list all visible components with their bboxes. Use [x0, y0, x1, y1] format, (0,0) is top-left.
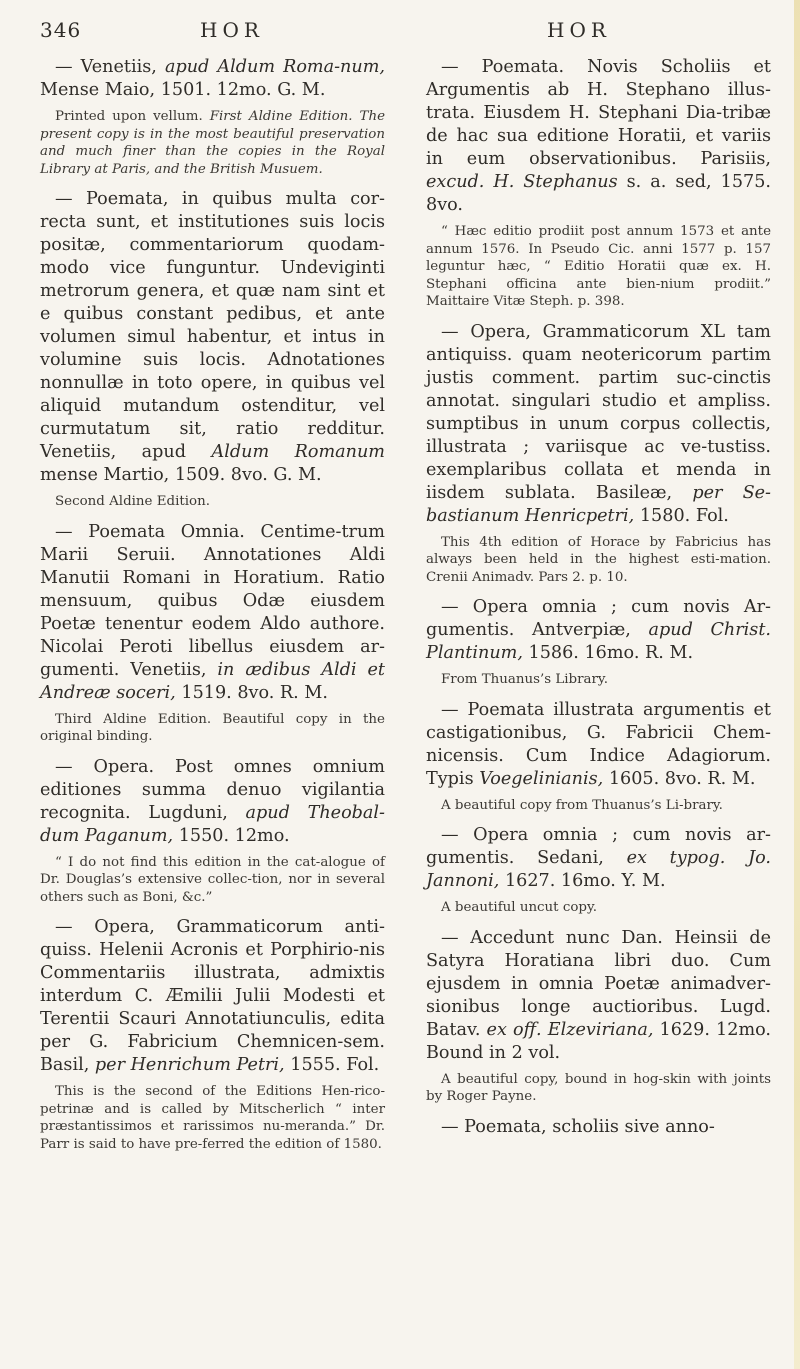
catalogue-entry	[426, 824, 771, 893]
catalogue-entry	[426, 321, 771, 528]
entry-text: Second Aldine Edition.	[55, 494, 210, 509]
entry-text: 1550. 12mo.	[173, 825, 290, 846]
imprint-italic: ex typog. Jo. Jannoni,	[426, 848, 771, 891]
entry-text: — Poemata illustrata argumentis et castigationibus, G. Fabricii Chem-nicensis. Cum Indice Adagiorum. Typis	[426, 699, 771, 789]
entry-text: 1519. 8vo. R. M.	[175, 682, 328, 703]
catalogue-entry	[426, 596, 771, 665]
entry-note	[426, 671, 771, 689]
entry-note	[40, 854, 385, 907]
entry-text: A beautiful copy from Thuanus’s Li-brary.	[441, 797, 723, 813]
entry-note	[426, 534, 771, 587]
page-number: 346	[40, 18, 82, 42]
catalogue-entry	[426, 927, 771, 1065]
entry-note	[40, 711, 385, 746]
imprint-italic: apud Theobal-dum Paganum,	[40, 802, 385, 846]
entry-text: 1555. Fol.	[284, 1055, 380, 1075]
running-header	[0, 18, 800, 48]
entry-text: Mense Maio, 1501. 12mo. G. M.	[40, 80, 326, 100]
entry-text: — Poemata, scholiis sive anno-	[441, 1116, 715, 1137]
entry-text: — Opera omnia ; cum novis ar-gumentis. Sedani,	[426, 825, 771, 868]
entry-text: 1629. 12mo. Bound in 2 vol.	[426, 1019, 771, 1063]
entry-text: Third Aldine Edition. Beautiful copy in the original binding.	[40, 711, 385, 744]
entry-text: This is the second of the Editions Hen-rico-petrinæ and is called by Mitscherlich “ inter præstantissimos et rarissimos nu-meranda.” Dr. Parr is said to have pre-ferred the edition of 1580.	[40, 1084, 385, 1152]
imprint-italic: First Aldine Edition. The present copy is in the most beautiful preservation and much finer than the copies in the Royal Library at Paris, and the British Musuem.	[40, 109, 385, 177]
entry-text: — Poemata, in quibus multa cor-recta sunt, et institutiones suis locis positæ, commentariorum quodam-modo vice funguntur. Undeviginti metrorum genera, et quæ nam sint et e quibus constant pedibus, et ante volumen simul habentur, et intus in volumine suis locis. Adnotationes nonnullæ in toto opere, in quibus vel aliquid mutandum ostenditur, vel curmutatum sit, ratio redditur. Venetiis, apud	[40, 189, 385, 462]
entry-text: A beautiful uncut copy.	[441, 900, 597, 915]
entry-note	[426, 797, 771, 815]
entry-text: Printed upon vellum.	[55, 109, 203, 124]
entry-text: This 4th edition of Horace by Fabricius has always been held in the highest esti-mation. Crenii Animadv. Pars 2. p. 10.	[426, 534, 771, 585]
imprint-italic: apud Christ. Plantinum,	[426, 620, 771, 663]
imprint-italic: ex off. Elzeviriana,	[486, 1019, 654, 1040]
entry-text: 1605. 8vo. R. M.	[603, 768, 756, 789]
imprint-italic: excud. H. Stephanus	[426, 172, 618, 192]
catalogue-entry	[426, 699, 771, 791]
entry-note	[40, 1083, 385, 1153]
entry-text: 1580. Fol.	[634, 505, 729, 526]
page-edge-stain	[794, 0, 800, 1369]
entry-text: “ Hæc editio prodiit post annum 1573 et ante annum 1576. In Pseudo Cic. anni 1577 p. 157 leguntur hæc, “ Editio Horatii quæ ex. H. Stephani officina ante bien-nium prodiit.” Maittaire Vitæ Steph. p. 398.	[426, 224, 771, 309]
entry-text: — Opera. Post omnes omnium editiones summa denuo vigilantia recognita. Lugduni,	[40, 756, 385, 823]
entry-note	[426, 899, 771, 917]
entry-note	[40, 493, 385, 511]
imprint-italic: Voegelinianis,	[479, 768, 604, 789]
entry-text: s. a. sed, 1575. 8vo.	[426, 172, 771, 215]
catalogue-entry	[40, 56, 385, 102]
running-headword-left: HOR	[200, 18, 264, 42]
entry-text: “ I do not find this edition in the cat-alogue of Dr. Douglas’s extensive collec-tion, nor in several others such as Boni, &c.”	[40, 854, 385, 905]
entry-text: From Thuanus’s Library.	[441, 672, 608, 687]
entry-note	[40, 108, 385, 178]
catalogue-entry	[40, 521, 385, 705]
entry-note	[426, 223, 771, 311]
entry-text: 1627. 16mo. Y. M.	[499, 871, 666, 891]
entry-text: — Accedunt nunc Dan. Heinsii de Satyra Horatiana libri duo. Cum ejusdem in omnia Poetæ animadver-sionibus longe auctioribus. Lugd. Batav.	[426, 927, 771, 1040]
imprint-italic: per Henrichum Petri,	[94, 1055, 285, 1075]
entry-note	[426, 1071, 771, 1106]
left-column	[40, 56, 385, 1163]
entry-text: 1586. 16mo. R. M.	[522, 643, 694, 663]
imprint-italic: Aldum Romanum	[211, 442, 385, 462]
entry-text: — Opera, Grammaticorum XL tam antiquiss. quam neotericorum partim justis comment. partim suc-cinctis annotat. singulari studio et ampliss. sumptibus in unum corpus collectis, illustrata ; variisque ac ve-tustiss. exemplaribus collata et menda in iisdem sublata. Basileæ,	[426, 321, 771, 503]
entry-text: A beautiful copy, bound in hog-skin with joints by Roger Payne.	[426, 1071, 771, 1104]
running-headword-right: HOR	[547, 18, 611, 42]
entry-text: — Poemata. Novis Scholiis et Argumentis ab H. Stephano illus-trata. Eiusdem H. Stephani Dia-tribæ de hac sua editione Horatii, et variis in eum observationibus. Parisiis,	[426, 57, 771, 169]
imprint-italic: in ædibus Aldi et Andreæ soceri,	[40, 659, 385, 703]
imprint-italic: apud Aldum Roma-num,	[164, 57, 385, 77]
catalogue-entry	[40, 756, 385, 848]
catalogue-entry	[40, 916, 385, 1077]
catalogue-entry	[426, 56, 771, 217]
entry-text: — Opera omnia ; cum novis Ar-gumentis. Antverpiæ,	[426, 597, 771, 640]
catalogue-entry	[426, 1116, 771, 1139]
entry-text: — Venetiis,	[55, 57, 165, 77]
catalogue-entry	[40, 188, 385, 487]
entry-text: mense Martio, 1509. 8vo. G. M.	[40, 465, 322, 485]
entry-text: — Poemata Omnia. Centime-trum Marii Seruii. Annotationes Aldi Manutii Romani in Horatium. Ratio mensuum, quibus Odæ eiusdem Poetæ tenentur eodem Aldo authore. Nicolai Peroti libellus eiusdem ar-gumenti. Venetiis,	[40, 521, 385, 680]
imprint-italic: per Se-bastianum Henricpetri,	[426, 482, 771, 526]
entry-text: — Opera, Grammaticorum anti-quiss. Helenii Acronis et Porphirio-nis Commentariis illustrata, admixtis interdum C. Æmilii Julii Modesti et Terentii Scauri Annotatiunculis, edita per G. Fabricium Chemnicen-sem. Basil,	[40, 917, 385, 1075]
right-column	[426, 56, 771, 1149]
